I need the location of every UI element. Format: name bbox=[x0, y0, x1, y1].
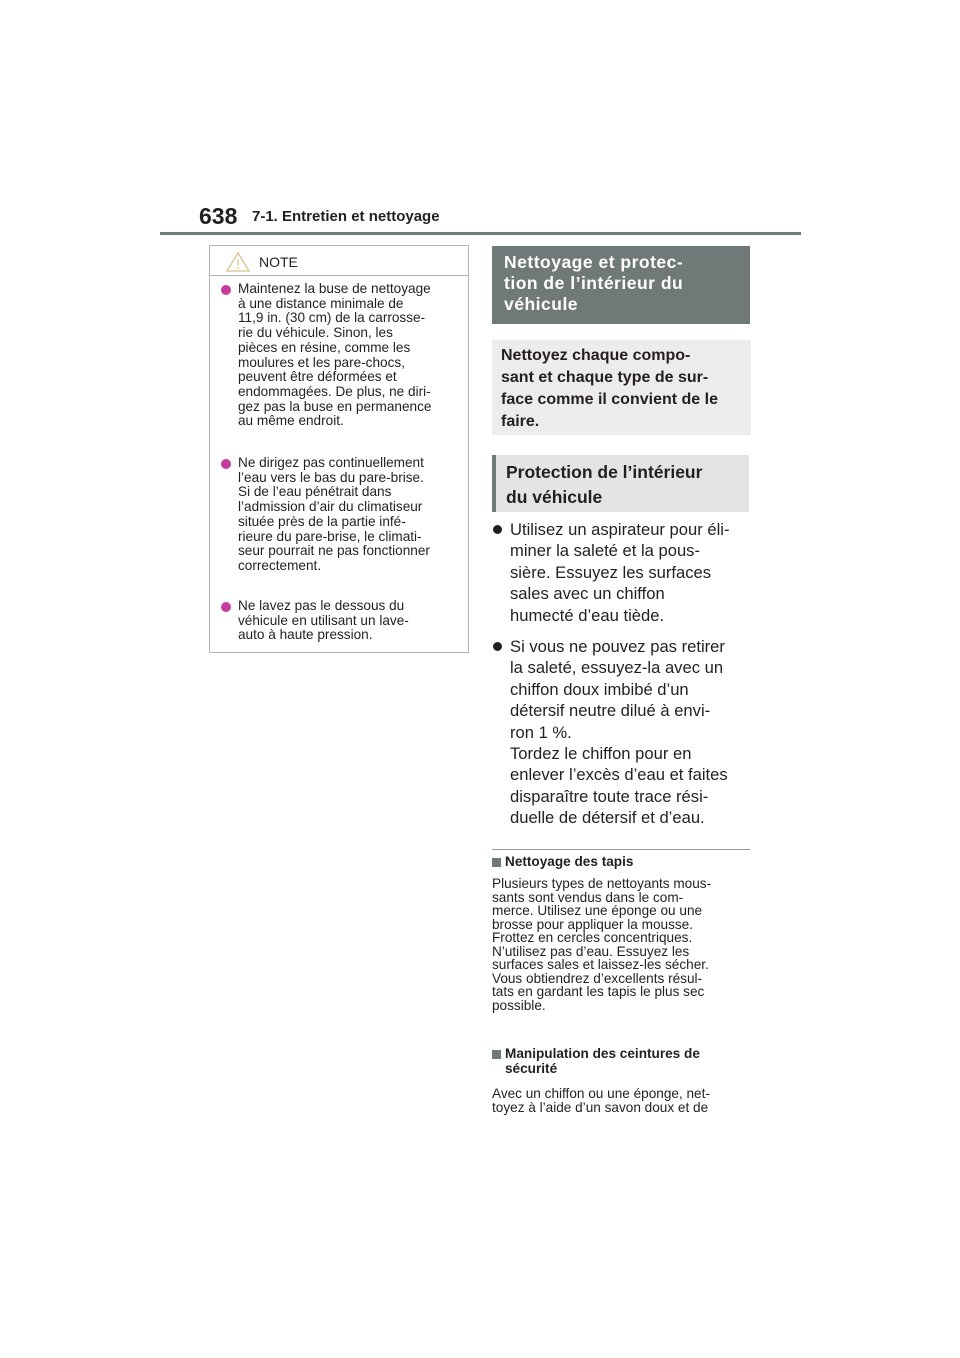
section-title-banner bbox=[492, 246, 750, 324]
intro-text: Nettoyez chaque compo- sant et chaque type de sur- face comme il convient de le faire. bbox=[501, 347, 718, 430]
subsection-title: Protection de l’intérieur du véhicule bbox=[506, 462, 703, 507]
carpets-heading-text: Nettoyage des tapis bbox=[505, 854, 634, 869]
header-divider bbox=[160, 232, 801, 235]
bullet-dot-icon bbox=[493, 642, 502, 651]
note-box bbox=[209, 245, 469, 653]
note-header bbox=[210, 246, 468, 276]
subsection-title-banner bbox=[492, 455, 749, 512]
note-item-text: Ne dirigez pas continuellement l’eau vers le bas du pare-brise. Si de l’eau pénétrait dans l’admission d’air du climatiseur située près de la partie infé- rieure du pare-brise, le climati- seur pourrait ne pas fonctionner correctement. bbox=[238, 455, 430, 573]
bullet-dot-icon bbox=[221, 285, 231, 295]
note-item bbox=[219, 599, 464, 643]
seatbelts-heading-text: Manipulation des ceintures de sécurité bbox=[505, 1046, 700, 1076]
bullet-text: Utilisez un aspirateur pour éli- miner la saleté et la pous- sière. Essuyez les surfaces sales avec un chiffon humecté d’eau tiède. bbox=[510, 520, 730, 625]
bullet-dot-icon bbox=[493, 525, 502, 534]
seatbelts-heading bbox=[492, 1047, 700, 1076]
note-title: NOTE bbox=[259, 254, 298, 270]
seatbelts-paragraph: Avec un chiffon ou une éponge, net- toyez à l’aide d’un savon doux et de bbox=[492, 1086, 710, 1115]
bullet-text: Si vous ne pouvez pas retirer la saleté, essuyez-la avec un chiffon doux imbibé d’un détersif neutre dilué à envi- ron 1 %. Tordez le chiffon pour en enlever l’excès d’eau et faites disparaître toute trace rési- duelle de détersif et d’eau. bbox=[510, 637, 728, 828]
intro-box bbox=[492, 340, 751, 435]
section-title: Nettoyage et protec- tion de l’intérieur du véhicule bbox=[504, 252, 684, 314]
bullet-item bbox=[492, 636, 754, 829]
note-item bbox=[219, 282, 464, 429]
page-number: 638 bbox=[199, 203, 238, 229]
chapter-title: 7-1. Entretien et nettoyage bbox=[252, 208, 440, 225]
note-item bbox=[219, 456, 464, 574]
warning-triangle-icon bbox=[226, 252, 250, 272]
bullet-dot-icon bbox=[221, 602, 231, 612]
note-item-text: Ne lavez pas le dessous du véhicule en utilisant un lave- auto à haute pression. bbox=[238, 598, 409, 643]
carpets-heading bbox=[492, 855, 633, 870]
bullet-dot-icon bbox=[221, 459, 231, 469]
note-item-text: Maintenez la buse de nettoyage à une distance minimale de 11,9 in. (30 cm) de la carrosse- rie du véhicule. Sinon, les pièces en résine, comme les moulures et les pare-chocs, peuvent être déformées et endommagées. De plus, ne diri- gez pas la buse en permanence au même endroit. bbox=[238, 281, 432, 429]
bullet-item bbox=[492, 519, 754, 626]
section-divider bbox=[492, 849, 750, 850]
square-bullet-icon bbox=[492, 1050, 501, 1059]
carpets-paragraph: Plusieurs types de nettoyants mous- sants sont vendus dans le com- merce. Utilisez une éponge ou une brosse pour appliquer la mousse. Frottez en cercles concentriques. N’utilisez pas d’eau. Essuyez les surfaces sales et laissez-les sécher. Vous obtiendrez d’excellents résul- tats en gardant les tapis le plus sec possible. bbox=[492, 876, 712, 1013]
square-bullet-icon bbox=[492, 858, 501, 867]
